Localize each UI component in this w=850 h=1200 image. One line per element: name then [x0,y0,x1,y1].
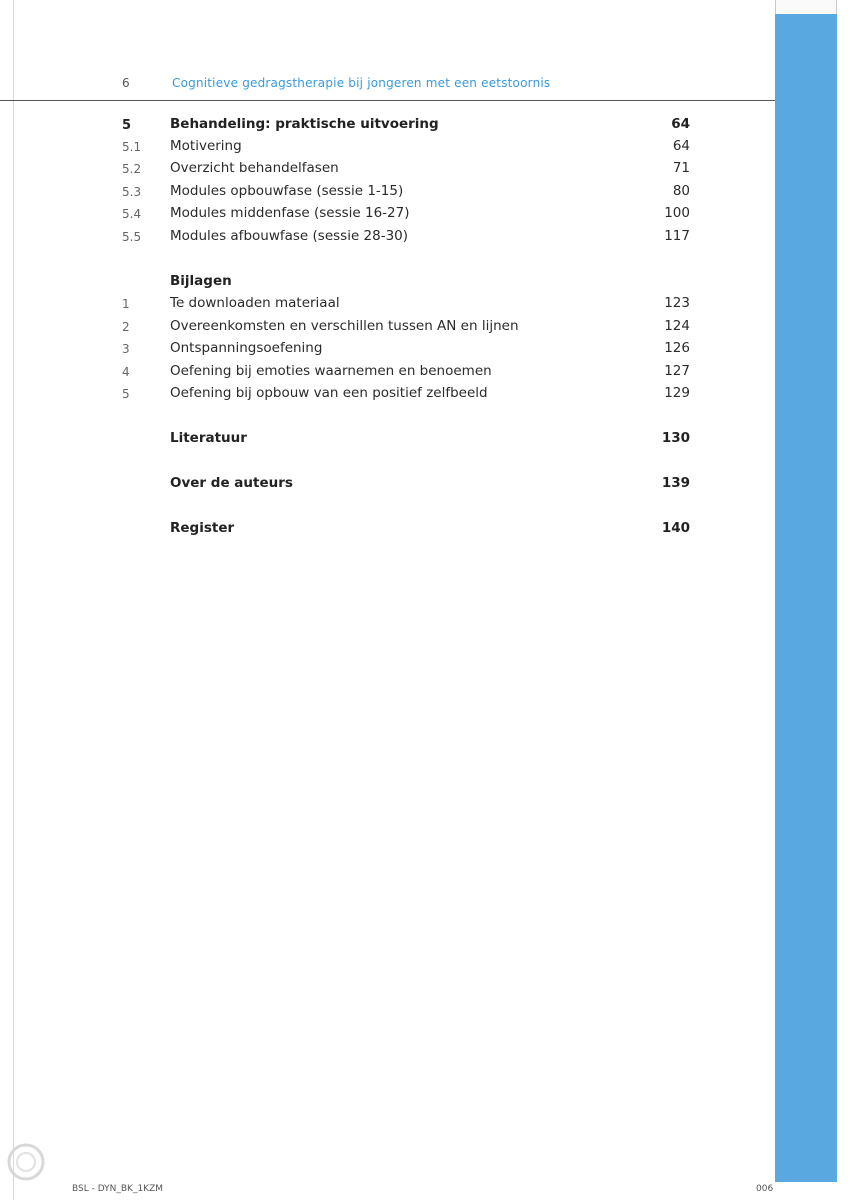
header-page-number: 6 [122,76,130,90]
footer-page-code: 006 [756,1184,774,1194]
toc-row[interactable] [0,205,775,227]
toc-label: Modules opbouwfase (sessie 1-15) [170,183,404,199]
toc-row[interactable] [0,228,775,250]
toc-label: Overeenkomsten en verschillen tussen AN en lijnen [170,318,519,334]
toc-number: 5.5 [122,230,142,244]
toc-label: Register [170,520,235,536]
toc-label: Behandeling: praktische uitvoering [170,116,439,132]
toc-number: 4 [122,365,130,379]
toc-page: 124 [664,318,690,334]
toc-row-literatuur[interactable] [0,430,775,452]
toc-label: Overzicht behandelfasen [170,160,339,176]
toc-page: 71 [672,160,690,176]
toc-row[interactable] [0,340,775,362]
toc-page: 140 [661,520,690,536]
toc-label: Over de auteurs [170,475,293,491]
toc-page: 64 [672,138,690,154]
toc-row[interactable] [0,183,775,205]
toc-row[interactable] [0,385,775,407]
footer-code: BSL - DYN_BK_1KZM [72,1184,164,1194]
toc-page: 129 [664,385,690,401]
toc-page: 127 [664,363,690,379]
toc-number: 5.3 [122,185,142,199]
toc-label: Ontspanningsoefening [170,340,323,356]
toc-label: Motivering [170,138,242,154]
toc-label: Te downloaden materiaal [170,295,340,311]
running-header [0,72,775,101]
watermark-logo-icon [6,1142,46,1182]
toc-row[interactable] [0,116,775,138]
toc-label: Modules middenfase (sessie 16-27) [170,205,410,221]
toc-number: 3 [122,342,130,356]
toc-row[interactable] [0,138,775,160]
toc-section-heading[interactable] [0,273,775,295]
toc-number: 5.2 [122,162,142,176]
toc-row-register[interactable] [0,520,775,542]
toc-label: Literatuur [170,430,247,446]
toc-page: 139 [661,475,690,491]
toc-label: Oefening bij emoties waarnemen en benoemen [170,363,492,379]
toc-label: Modules afbouwfase (sessie 28-30) [170,228,409,244]
toc-page: 64 [671,116,690,132]
toc-number: 5.4 [122,207,142,221]
toc-label: Bijlagen [170,273,232,289]
toc-number: 5.1 [122,140,142,154]
toc-row[interactable] [0,363,775,385]
toc-page: 100 [664,205,690,221]
toc-number: 2 [122,320,130,334]
toc-row[interactable] [0,160,775,182]
thumb-tab-top [775,0,837,14]
toc-row[interactable] [0,295,775,317]
running-title: Cognitieve gedragstherapie bij jongeren met een eetstoornis [172,76,551,90]
toc-page: 80 [672,183,690,199]
toc-number: 5 [122,118,132,133]
toc-label: Oefening bij opbouw van een positief zelfbeeld [170,385,488,401]
toc-row-over-de-auteurs[interactable] [0,475,775,497]
toc-page: 130 [661,430,690,446]
toc-page: 117 [664,228,690,244]
thumb-tab [775,14,837,1182]
toc-page: 123 [664,295,690,311]
toc-number: 1 [122,297,130,311]
toc-row[interactable] [0,318,775,340]
toc-page: 126 [664,340,690,356]
toc-number: 5 [122,387,130,401]
